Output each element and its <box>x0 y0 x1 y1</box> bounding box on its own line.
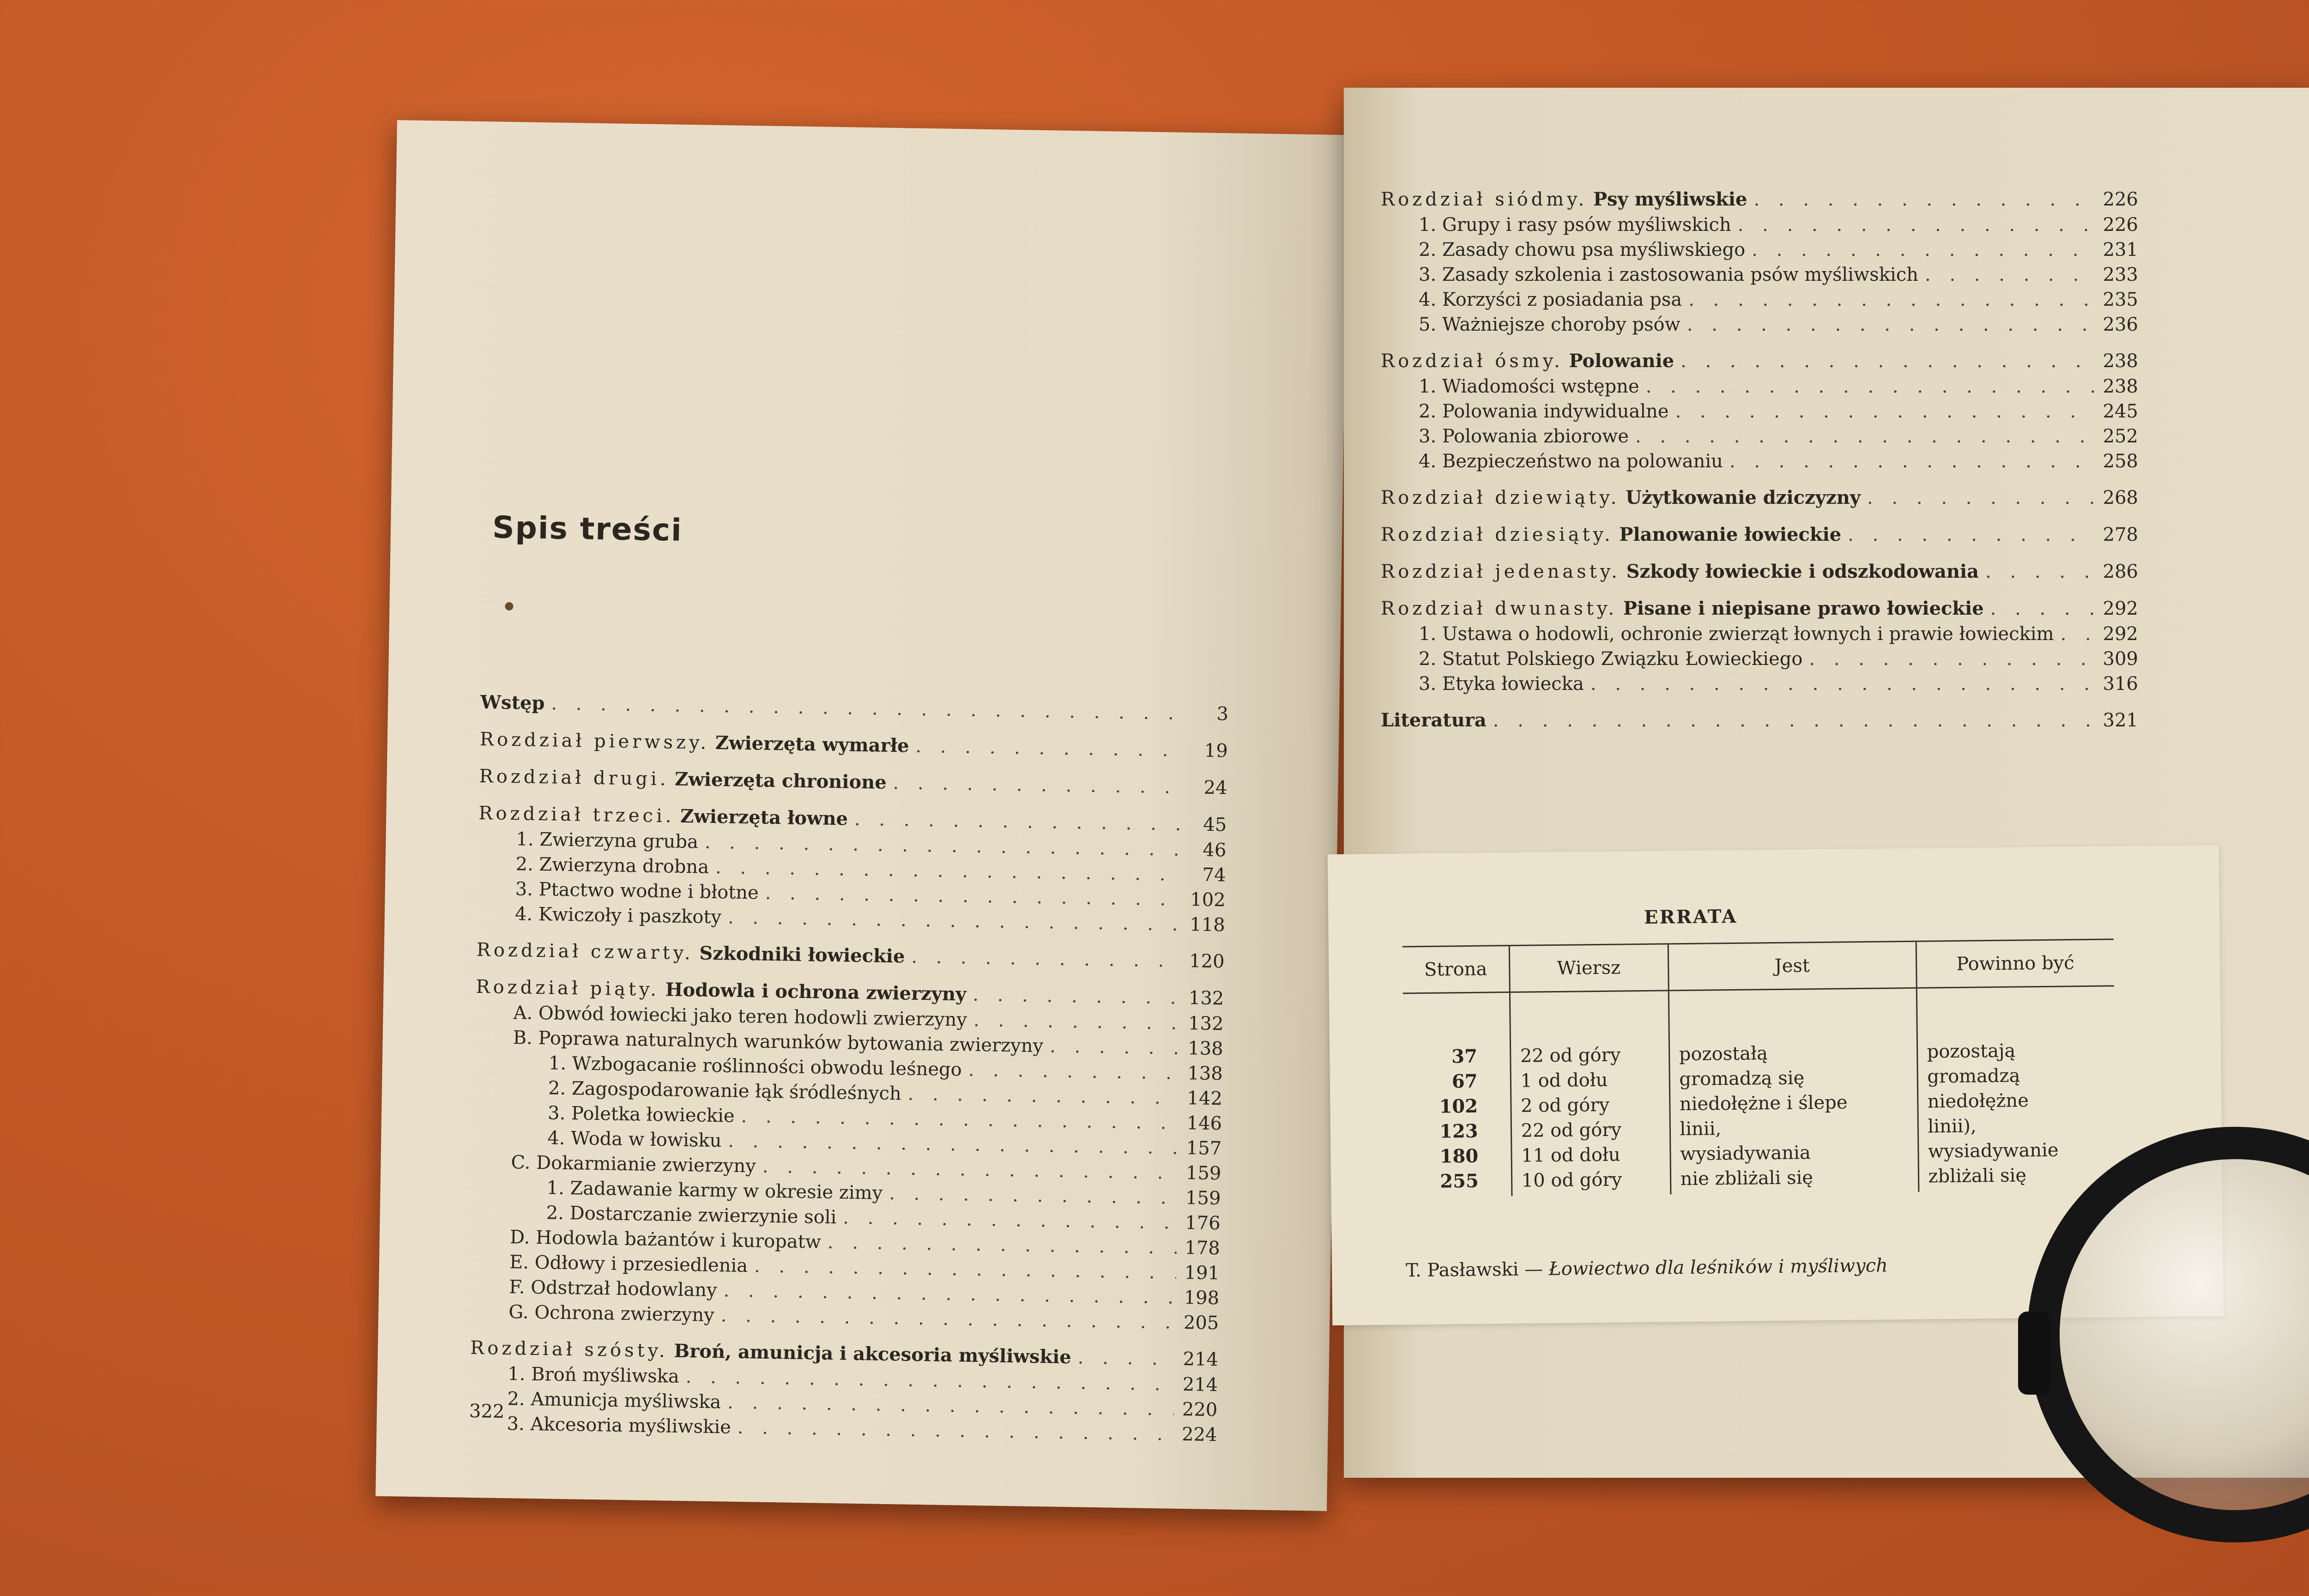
errata-jest-column: pozostałą gromadzą się niedołężne i ślepe linii, wysiadywania nie zbliżali się <box>1668 988 1919 1194</box>
toc-entry <box>1381 485 2138 511</box>
toc-label: A. Obwód łowiecki jako teren hodowli zwierzyny <box>513 1002 967 1031</box>
toc-page-number: 146 <box>1186 1112 1222 1135</box>
toc-label: F. Odstrzał hodowlany <box>508 1276 718 1301</box>
errata-title: ERRATA <box>1644 905 1738 928</box>
toc-page-number: 142 <box>1187 1088 1223 1110</box>
toc-label: 2. Polowania indywidualne <box>1419 401 1669 422</box>
toc-label <box>1381 596 1984 622</box>
toc-page-number: 102 <box>1190 889 1226 911</box>
toc-left <box>469 689 1228 1447</box>
errata-powinno-column: pozostają gromadzą niedołężne linii), wysiadywanie zbliżali się <box>1916 986 2116 1192</box>
toc-page-number: 258 <box>2103 451 2138 472</box>
toc-gap <box>1381 548 2138 559</box>
toc-subentry <box>1381 671 2138 696</box>
dot-leader <box>1680 349 2095 374</box>
dot-leader <box>1050 1034 1180 1060</box>
open-book <box>397 83 2309 1515</box>
toc-entry <box>1381 559 2138 585</box>
dot-leader <box>1675 399 2095 424</box>
errata-header-powinno: Powinno być <box>1916 939 2114 988</box>
toc-label: D. Hodowla bażantów i kuropatw <box>509 1227 822 1253</box>
toc-label: 3. Etyka łowiecka <box>1419 673 1584 695</box>
toc-page-number: 3 <box>1216 703 1229 725</box>
toc-page-number: 233 <box>2103 264 2138 285</box>
toc-page-number: 198 <box>1184 1287 1220 1309</box>
toc-page-number: 226 <box>2103 214 2138 236</box>
toc-page-number: 214 <box>1182 1374 1218 1396</box>
toc-page-number: 24 <box>1203 777 1227 799</box>
toc-label: 4. Bezpieczeństwo na polowaniu <box>1419 451 1723 472</box>
toc-page-number: 236 <box>2103 314 2138 335</box>
dot-leader <box>1635 424 2095 449</box>
toc-page-number: 292 <box>2103 623 2138 645</box>
toc-label: 2. Amunicja myśliwska <box>507 1388 721 1413</box>
toc-label: 2. Zasady chowu psa myśliwskiego <box>1419 239 1746 260</box>
dot-leader <box>973 982 1181 1011</box>
toc-label: G. Ochrona zwierzyny <box>508 1301 715 1326</box>
dot-leader <box>1809 647 2095 671</box>
toc-label: C. Dokarmianie zwierzyny <box>511 1152 756 1177</box>
toc-subentry <box>1381 647 2138 671</box>
toc-label: E. Odłowy i przesiedlenia <box>509 1251 748 1277</box>
toc-label: 3. Zasady szkolenia i zastosowania psów myśliwskich <box>1419 264 1919 285</box>
dot-leader <box>1590 671 2095 696</box>
magnifier-clip <box>2018 1312 2050 1395</box>
toc-gap <box>1381 175 2138 187</box>
dot-leader <box>893 770 1184 800</box>
errata-row <box>1403 986 2116 1197</box>
dot-leader <box>1729 449 2095 474</box>
toc-chapter-title: Zwierzęta chronione <box>674 768 887 793</box>
toc-chapter-title: Użytkowanie dziczyzny <box>1626 487 1861 508</box>
toc-subentry <box>1381 287 2138 312</box>
dot-leader <box>907 1082 1179 1111</box>
toc-label: 4. Woda w łowisku <box>547 1127 722 1152</box>
toc-subentry <box>1381 449 2138 474</box>
toc-chapter: Rozdział ósmy. <box>1381 351 1563 372</box>
toc-chapter-title: Szkody łowieckie i odszkodowania <box>1626 561 1979 582</box>
toc-page-number: 205 <box>1183 1312 1219 1334</box>
errata-header-strona: Strona <box>1402 946 1510 993</box>
toc-subentry <box>1381 262 2138 287</box>
toc-page-number: 132 <box>1188 1013 1224 1035</box>
toc-page-number: 45 <box>1203 814 1227 836</box>
toc-page-number: 157 <box>1186 1137 1222 1160</box>
toc-gap <box>1381 474 2138 485</box>
toc-page-number: 226 <box>2103 189 2138 210</box>
toc-label: 3. Poletka łowieckie <box>547 1102 735 1127</box>
dot-leader <box>968 1058 1179 1086</box>
toc-page-number: 176 <box>1185 1212 1221 1234</box>
dot-leader <box>1867 485 2095 511</box>
toc-subentry <box>1381 212 2138 237</box>
toc-chapter-title: Psy myśliwskie <box>1593 188 1747 210</box>
toc-label <box>1381 559 1979 585</box>
left-page <box>375 120 1348 1511</box>
errata-footer <box>1406 1255 1888 1281</box>
toc-gap <box>1381 696 2138 707</box>
toc-subentry <box>1381 424 2138 449</box>
toc-label: 3. Ptactwo wodne i błotne <box>515 878 759 904</box>
toc-label: Literatura <box>1381 709 1487 731</box>
toc-page-number: 309 <box>2103 648 2138 670</box>
dot-leader <box>1077 1345 1175 1372</box>
toc-chapter-title: Szkodniki łowieckie <box>699 942 905 967</box>
errata-footer-title: Łowiectwo dla leśników i myśliwych <box>1548 1255 1888 1280</box>
dot-leader <box>1646 374 2095 399</box>
dot-leader <box>1985 559 2095 585</box>
dot-leader <box>2061 622 2095 647</box>
errata-wiersz-column: 22 od góry 1 od dołu 2 od góry 22 od góry 11 od dołu 10 od góry <box>1510 991 1671 1196</box>
toc-label: 5. Ważniejsze choroby psów <box>1419 314 1680 335</box>
toc-page-number: 178 <box>1185 1237 1221 1259</box>
toc-gap <box>1381 585 2138 596</box>
page-title: Spis treści <box>492 509 683 548</box>
dot-leader <box>973 1008 1180 1036</box>
toc-page-number: 159 <box>1185 1162 1221 1185</box>
toc-chapter-title: Zwierzęta wymarłe <box>715 732 909 757</box>
toc-gap <box>1381 337 2138 348</box>
toc-page-number: 224 <box>1181 1424 1217 1446</box>
errata-header-jest: Jest <box>1668 941 1916 991</box>
toc-label: 2. Statut Polskiego Związku Łowieckiego <box>1419 648 1803 670</box>
dot-leader <box>1752 237 2095 262</box>
toc-chapter: Rozdział dziewiąty. <box>1381 487 1620 508</box>
toc-page-number: 132 <box>1188 987 1224 1010</box>
toc-label: 1. Grupy i rasy psów myśliwskich <box>1419 214 1731 236</box>
toc-label: 2. Zwierzyna drobna <box>515 853 709 878</box>
dot-leader <box>1493 708 2095 733</box>
dot-leader <box>889 1181 1178 1210</box>
toc-page-number: 278 <box>2103 524 2138 545</box>
toc-entry <box>1381 707 2138 733</box>
toc-subentry <box>1381 399 2138 424</box>
toc-chapter-title: Planowanie łowieckie <box>1619 524 1842 545</box>
errata-footer-author: T. Pasławski — <box>1405 1258 1543 1282</box>
toc-entry <box>1381 522 2138 548</box>
toc-page-number: 292 <box>2103 598 2138 619</box>
toc-page-number: 159 <box>1185 1187 1221 1209</box>
toc-chapter: Rozdział czwarty. <box>476 939 694 964</box>
toc-page-number: 74 <box>1202 864 1226 886</box>
toc-entry <box>1381 187 2138 212</box>
toc-page-number: 138 <box>1187 1038 1223 1060</box>
toc-chapter-title: Broń, amunicja i akcesoria myśliwskie <box>674 1340 1072 1368</box>
toc-chapter: Rozdział trzeci. <box>478 802 675 827</box>
toc-subentry <box>1381 374 2138 399</box>
toc-chapter: Rozdział drugi. <box>479 765 669 790</box>
toc-page-number: 214 <box>1183 1348 1219 1371</box>
toc-label <box>1381 187 1747 212</box>
toc-chapter: Rozdział siódmy. <box>1381 189 1588 210</box>
toc-page-number: 120 <box>1189 950 1225 973</box>
toc-label <box>1381 348 1674 374</box>
toc-chapter: Rozdział pierwszy. <box>479 728 710 754</box>
toc-subentry <box>1381 312 2138 337</box>
toc-label: 4. Kwiczoły i paszkoty <box>514 903 722 928</box>
toc-label: 2. Zagospodarowanie łąk śródleśnych <box>548 1077 902 1105</box>
toc-page-number: 118 <box>1190 914 1226 936</box>
ink-dot <box>505 602 513 611</box>
toc-page-number: 252 <box>2103 426 2138 447</box>
toc-label: 1. Broń myśliwska <box>508 1363 680 1387</box>
toc-chapter-title: Zwierzęta łowne <box>680 805 848 830</box>
dot-leader <box>911 944 1181 974</box>
errata-header-wiersz: Wiersz <box>1509 944 1668 992</box>
toc-label: 1. Zwierzyna gruba <box>516 828 699 853</box>
toc-label: 1. Wzbogacanie roślinności obwodu leśnego <box>548 1052 962 1081</box>
toc-label: 1. Ustawa o hodowli, ochronie zwierząt łownych i prawie łowieckim <box>1419 623 2054 645</box>
toc-page-number: 321 <box>2103 710 2138 731</box>
dot-leader <box>1848 522 2095 548</box>
toc-label <box>1381 522 1841 548</box>
toc-subentry <box>1381 622 2138 647</box>
toc-page-number: 46 <box>1203 839 1227 861</box>
toc-chapter: Rozdział dziesiąty. <box>1381 524 1614 545</box>
toc-gap <box>1381 511 2138 522</box>
toc-chapter: Rozdział dwunasty. <box>1381 598 1618 619</box>
toc-chapter-title: Hodowla i ochrona zwierzyny <box>665 979 967 1005</box>
toc-chapter-title: Pisane i niepisane prawo łowieckie <box>1623 598 1984 619</box>
toc-label: 2. Dostarczanie zwierzynie soli <box>546 1202 837 1228</box>
toc-label: B. Poprawa naturalnych warunków bytowania zwierzyny <box>513 1027 1044 1057</box>
toc-page-number: 191 <box>1184 1262 1220 1284</box>
toc-page-number: 286 <box>2103 561 2138 582</box>
dot-leader <box>1754 187 2095 212</box>
toc-page-number: 245 <box>2103 401 2138 422</box>
toc-entry <box>1381 348 2138 374</box>
toc-entry <box>1381 596 2138 622</box>
toc-page-number: 268 <box>2103 487 2138 508</box>
toc-chapter: Rozdział piąty. <box>476 976 660 1001</box>
dot-leader <box>1738 212 2095 237</box>
toc-label: 3. Akcesoria myśliwskie <box>507 1413 731 1438</box>
toc-subentry <box>1381 237 2138 262</box>
dot-leader <box>1688 287 2095 312</box>
toc-page-number: 231 <box>2103 239 2138 260</box>
dot-leader <box>1990 596 2095 622</box>
toc-page-number: 19 <box>1204 740 1228 762</box>
toc-page-number: 220 <box>1182 1399 1218 1421</box>
toc-label <box>1381 485 1861 511</box>
toc-chapter: Rozdział jedenasty. <box>1381 561 1620 582</box>
dot-leader <box>1925 262 2095 287</box>
toc-label: 4. Korzyści z posiadania psa <box>1419 289 1682 310</box>
toc-page-number: 238 <box>2103 351 2138 372</box>
toc-chapter: Rozdział szósty. <box>470 1337 669 1362</box>
dot-leader <box>915 734 1185 763</box>
toc-label: 1. Zadawanie karmy w okresie zimy <box>546 1177 883 1204</box>
errata-table <box>1402 938 2116 1197</box>
toc-page-number: 235 <box>2103 289 2138 310</box>
toc-label: 1. Wiadomości wstępne <box>1419 376 1639 397</box>
errata-strona-column: 37 67 102 123 180 255 <box>1439 1045 1479 1192</box>
toc-right <box>1381 175 2138 733</box>
toc-label: Wstęp <box>480 691 545 714</box>
toc-label: 3. Polowania zbiorowe <box>1419 426 1629 447</box>
toc-chapter-title: Polowanie <box>1569 350 1674 372</box>
toc-page-number: 238 <box>2103 376 2138 397</box>
toc-page-number: 316 <box>2103 673 2138 695</box>
toc-page-number: 138 <box>1187 1063 1223 1085</box>
dot-leader <box>1687 312 2095 337</box>
page-number: 322 <box>469 1400 505 1422</box>
